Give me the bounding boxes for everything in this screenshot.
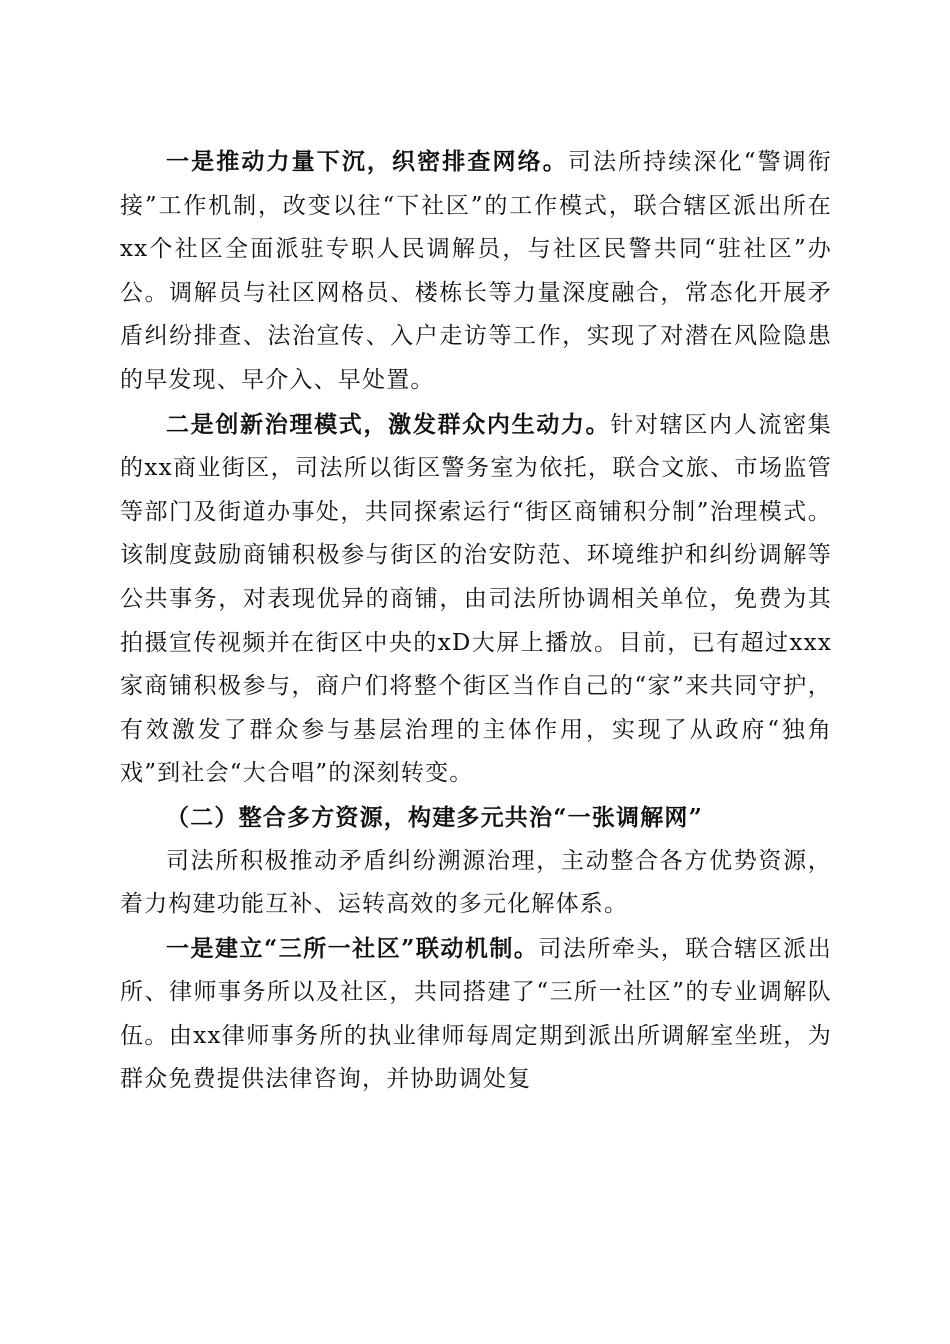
paragraph-governance-model	[120, 403, 832, 796]
paragraph-force-sinking	[120, 140, 832, 403]
section-intro: 司法所积极推动矛盾纠纷溯源治理，主动整合各方优势资源，着力构建功能互补、运转高效的多元化解体系。	[120, 847, 832, 918]
paragraph-body: 司法所牵头，联合辖区派出所、律师事务所以及社区，共同搭建了“三所一社区”的专业调解队伍。由xx律师事务所的执业律师每周定期到派出所调解室坐班，为群众免费提供法律咨询，并协助调处复	[120, 935, 832, 1093]
paragraph-lead: 二是创新治理模式，激发群众内生动力。	[166, 410, 611, 438]
paragraph-body: 司法所持续深化“警调衔接”工作机制，改变以往“下社区”的工作模式，联合辖区派出所在xx个社区全面派驻专职人民调解员，与社区民警共同“驻社区”办公。调解员与社区网格员、楼栋长等力量深度融合，常态化开展矛盾纠纷排查、法治宣传、入户走访等工作，实现了对潜在风险隐患的早发现、早介入、早处置。	[120, 149, 832, 393]
section-heading: （二）整合多方资源，构建多元共治“一张调解网”	[166, 803, 704, 831]
document-page	[120, 140, 832, 1102]
paragraph-lead: 一是建立“三所一社区”联动机制。	[166, 934, 539, 962]
paragraph-lead: 一是推动力量下沉，织密排查网络。	[166, 148, 568, 175]
paragraph-body: 针对辖区内人流密集的xx商业街区，司法所以街区警务室为依托，联合文旅、市场监管等部门及街道办事处，共同探索运行“街区商铺积分制”治理模式。该制度鼓励商铺积极参与街区的治安防范、环境维护和纠纷调解等公共事务，对表现优异的商铺，由司法所协调相关单位，免费为其拍摄宣传视频并在街区中央的xD大屏上播放。目前，已有超过xxx家商铺积极参与，商户们将整个街区当作自己的“家”来共同守护，有效激发了群众参与基层治理的主体作用，实现了从政府“独角戏”到社会“大合唱”的深刻转变。	[120, 411, 832, 787]
paragraph-linkage-mechanism	[120, 927, 832, 1102]
